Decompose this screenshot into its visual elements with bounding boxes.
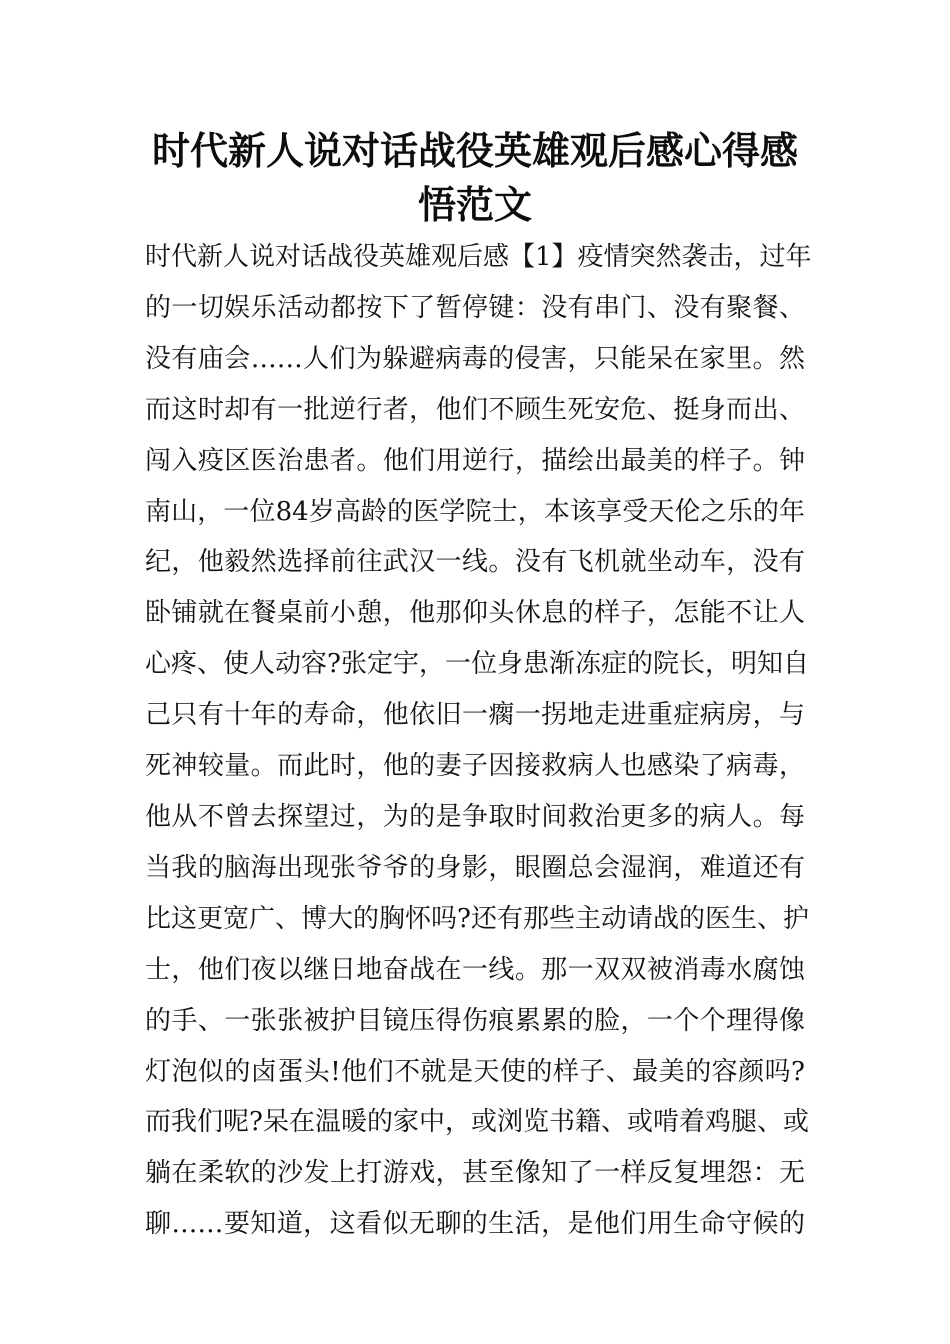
body-line: 心疼、使人动容?张定宇，一位身患渐冻症的院长，明知自 [145,649,809,680]
body-line: 而这时却有一批逆行者，他们不顾生死安危、挺身而出、 [145,394,805,425]
body-line: 灯泡似的卤蛋头!他们不就是天使的样子、最美的容颜吗? [145,1056,805,1087]
body-line: 没有庙会……人们为躲避病毒的侵害，只能呆在家里。然 [145,343,805,374]
body-line: 比这更宽广、博大的胸怀吗?还有那些主动请战的医生、护 [145,903,809,934]
body-line: 当我的脑海出现张爷爷的身影，眼圈总会湿润，难道还有 [145,852,805,883]
body-line: 卧铺就在餐桌前小憩，他那仰头休息的样子，怎能不让人 [145,598,805,629]
body-line: 聊……要知道，这看似无聊的生活，是他们用生命守候的 [145,1209,805,1240]
body-line: 躺在柔软的沙发上打游戏，甚至像知了一样反复埋怨：无 [145,1158,805,1189]
body-line: 死神较量。而此时，他的妻子因接救病人也感染了病毒， [145,751,805,782]
body-line: 己只有十年的寿命，他依旧一瘸一拐地走进重症病房，与 [145,700,805,731]
body-line: 他从不曾去探望过，为的是争取时间救治更多的病人。每 [145,801,805,832]
body-line: 的一切娱乐活动都按下了暂停键：没有串门、没有聚餐、 [145,292,805,323]
title-line: 时代新人说对话战役英雄观后感心得感 [151,129,798,173]
document-title [120,124,830,232]
body-line: 纪，他毅然选择前往武汉一线。没有飞机就坐动车，没有 [145,547,805,578]
body-line: 而我们呢?呆在温暖的家中，或浏览书籍、或啃着鸡腿、或 [145,1107,809,1138]
title-line: 悟范文 [417,183,532,227]
document-body [145,232,825,1250]
body-line: 南山，一位84岁高龄的医学院士，本该享受天伦之乐的年 [145,496,805,527]
body-line: 士，他们夜以继日地奋战在一线。那一双双被消毒水腐蚀 [145,954,805,985]
body-line: 的手、一张张被护目镜压得伤痕累累的脸，一个个理得像 [145,1005,805,1036]
body-line: 闯入疫区医治患者。他们用逆行，描绘出最美的样子。钟 [145,445,805,476]
body-line: 时代新人说对话战役英雄观后感【1】疫情突然袭击，过年 [145,242,812,272]
